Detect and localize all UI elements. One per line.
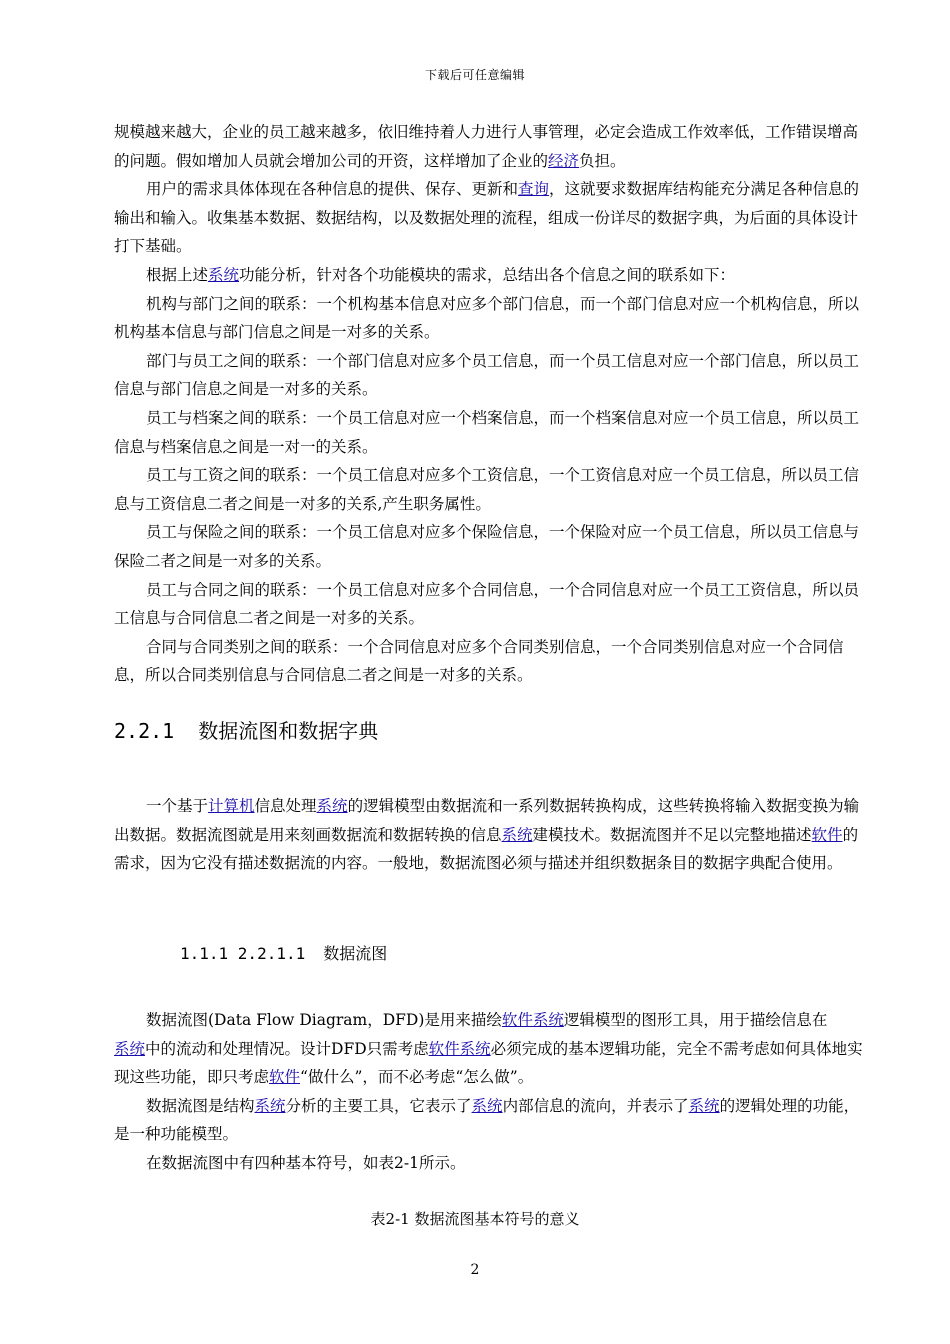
page-number: 2	[470, 1262, 480, 1278]
relation-paragraph: 员工与合同之间的联系：一个员工信息对应多个合同信息，一个合同信息对应一个员工工资信息，所以员工信息与合同信息二者之间是一对多的关系。	[114, 580, 860, 628]
link-software[interactable]: 软件	[811, 825, 843, 844]
paragraph: 数据流图是结构系统分析的主要工具，它表示了系统内部信息的流向，并表示了系统的逻辑处理的功能，是一种功能模型。	[114, 1096, 860, 1144]
paragraph: 在数据流图中有四种基本符号，如表2-1所示。	[146, 1153, 466, 1172]
paragraph: 一个基于计算机信息处理系统的逻辑模型由数据流和一系列数据转换构成，这些转换将输入数据变换为输出数据。数据流图就是用来刻画数据流和数据转换的信息系统建模技术。数据流图并不足以完整地描述软件的需求，因为它没有描述数据流的内容。一般地，数据流图必须与描述并组织数据条目的数据字典配合使用。	[114, 797, 860, 873]
section-number: 2.2.1	[114, 719, 175, 743]
link-software-system[interactable]: 软件系统	[501, 1011, 564, 1029]
relation-paragraph: 员工与工资之间的联系：一个员工信息对应多个工资信息，一个工资信息对应一个员工信息，所以员工信息与工资信息二者之间是一对多的关系,产生职务属性。	[114, 466, 860, 513]
subsection-heading	[180, 940, 387, 968]
link-system[interactable]: 系统	[471, 1096, 503, 1115]
link-system[interactable]: 系统	[501, 825, 533, 844]
subsection-number: 1.1.1 2.2.1.1	[180, 944, 306, 963]
link-system[interactable]: 系统	[254, 1096, 286, 1115]
section-body	[114, 792, 864, 878]
intro-block	[114, 118, 864, 690]
subsection-body	[114, 1006, 864, 1178]
paragraph: 用户的需求具体体现在各种信息的提供、保存、更新和查询，这就要求数据库结构能充分满足各种信息的输出和输入。收集基本数据、数据结构，以及数据处理的流程，组成一份详尽的数据字典，为后面的具体设计打下基础。	[114, 180, 860, 256]
subsection-title: 数据流图	[323, 944, 388, 963]
link-system[interactable]: 系统	[208, 265, 240, 284]
link-computer[interactable]: 计算机	[208, 797, 255, 815]
paragraph: 根据上述系统功能分析，针对各个功能模块的需求，总结出各个信息之间的联系如下：	[146, 265, 736, 284]
page-header: 下载后可任意编辑	[424, 68, 525, 82]
paragraph: 规模越来越大，企业的员工越来越多，依旧维持着人力进行人事管理，必定会造成工作效率低，工作错误增高的问题。假如增加人员就会增加公司的开资，这样增加了企业的经济负担。	[114, 123, 859, 170]
link-system[interactable]: 系统	[688, 1096, 720, 1115]
section-title: 数据流图和数据字典	[198, 719, 379, 743]
relation-paragraph: 部门与员工之间的联系：一个部门信息对应多个员工信息，而一个员工信息对应一个部门信息，所以员工信息与部门信息之间是一对多的关系。	[114, 351, 860, 399]
relation-paragraph: 合同与合同类别之间的联系：一个合同信息对应多个合同类别信息，一个合同类别信息对应一个合同信息，所以合同类别信息与合同信息二者之间是一对多的关系。	[114, 637, 844, 685]
section-heading	[114, 716, 378, 746]
link-query[interactable]: 查询	[518, 180, 550, 199]
relation-paragraph: 员工与档案之间的联系：一个员工信息对应一个档案信息，而一个档案信息对应一个员工信息，所以员工信息与档案信息之间是一对一的关系。	[114, 408, 860, 456]
link-software-system[interactable]: 软件系统	[428, 1039, 491, 1058]
relation-paragraph: 机构与部门之间的联系：一个机构基本信息对应多个部门信息，而一个部门信息对应一个机构信息，所以机构基本信息与部门信息之间是一对多的关系。	[114, 294, 860, 342]
table-caption: 表2-1 数据流图基本符号的意义	[370, 1210, 580, 1228]
paragraph: 数据流图(Data Flow Diagram，DFD)是用来描绘软件系统逻辑模型的图形工具，用于描绘信息在 系统中的流动和处理情况。设计DFD只需考虑软件系统必须完成的基本逻辑功能，完全不需考虑如何具体地实现这些功能，即只考虑软件“做什么”，而不必考虑“怎么做”。	[114, 1011, 863, 1087]
link-system[interactable]: 系统	[316, 797, 348, 815]
link-software[interactable]: 软件	[269, 1068, 301, 1087]
relation-paragraph: 员工与保险之间的联系：一个员工信息对应多个保险信息，一个保险对应一个员工信息，所以员工信息与保险二者之间是一对多的关系。	[114, 523, 860, 570]
link-economy[interactable]: 经济	[548, 151, 580, 170]
link-system[interactable]: 系统	[114, 1039, 146, 1058]
